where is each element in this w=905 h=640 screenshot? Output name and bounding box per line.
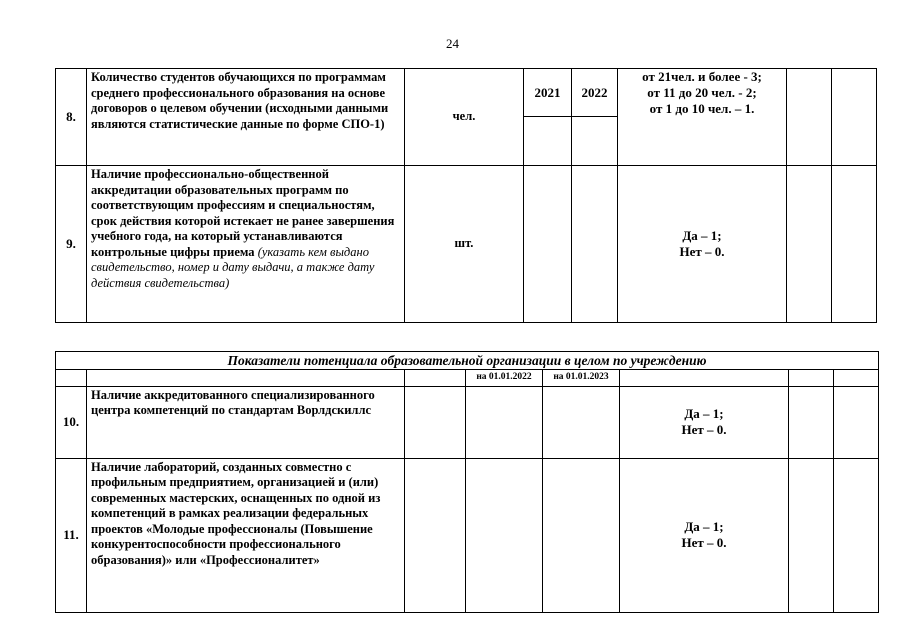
row-10-empty-cell [834,386,879,458]
row-10-criteria [620,386,789,458]
row-11-empty-cell [405,458,466,612]
indicators-table-1 [55,68,877,323]
row-10-value-2023 [543,386,620,458]
row-11-criteria-line: Да – 1; [684,519,724,534]
row-9-value-1 [524,166,572,323]
row-10-description: Наличие аккредитованного специализированного центра компетенций по стандартам Ворлдскиллс [87,386,405,458]
row-9-description-note: (указать кем выдано свидетельство, номер и дату выдачи, а также дату действия свидетельства) [91,244,375,290]
row-10-number: 10. [56,386,87,458]
row-9-criteria-line: Нет – 0. [679,244,725,259]
row-9-criteria [618,166,787,323]
row-10-value-2022 [466,386,543,458]
row-8-year-2022: 2022 [572,69,618,117]
page-number: 24 [446,36,459,51]
header-empty-cell [405,370,466,387]
header-empty-cell [620,370,789,387]
row-9-number: 9. [56,166,87,323]
indicators-table-2 [55,351,879,613]
row-8-empty-cell [832,69,877,166]
row-11-value-2023 [543,458,620,612]
row-9-unit: шт. [405,166,524,323]
row-8-criteria-line: от 1 до 10 чел. – 1. [649,101,755,116]
row-8-value-2022 [572,117,618,166]
row-8-value-2021 [524,117,572,166]
row-11-value-2022 [466,458,543,612]
section-heading: Показатели потенциала образовательной организации в целом по учреждению [56,352,879,370]
row-8-number: 8. [56,69,87,166]
row-8-criteria-line: от 21чел. и более - 3; [642,69,762,84]
row-9-description [87,166,405,323]
date-2023-header: на 01.01.2023 [543,370,620,387]
row-9-value-2 [572,166,618,323]
row-9-description-main: Наличие профессионально-общественной аккредитации образовательных программ по соответствующим профессиям и специальностям, срок действия которой истекает не ранее завершения учебного года, на который устанавливаются контрольные цифры приема [91,167,395,259]
row-11-criteria [620,458,789,612]
row-8-criteria-line: от 11 до 20 чел. - 2; [647,85,757,100]
row-10-criteria-line: Да – 1; [684,406,724,421]
row-9-criteria-line: Да – 1; [682,228,722,243]
row-11-empty-cell [834,458,879,612]
row-11-description: Наличие лабораторий, созданных совместно с профильным предприятием, организацией и (или) современных мастерских, оснащенных по одной из компетенций в рамках реализации федеральных проектов «Молодые профессионалы (Повышение конкурентоспособности профессионального образования)» или «Профессионалитет» [87,458,405,612]
row-8-empty-cell [787,69,832,166]
header-empty-cell [834,370,879,387]
header-empty-cell [789,370,834,387]
header-empty-cell [87,370,405,387]
row-11-empty-cell [789,458,834,612]
row-10-empty-cell [789,386,834,458]
row-11-number: 11. [56,458,87,612]
row-10-criteria-line: Нет – 0. [681,422,727,437]
row-11-criteria-line: Нет – 0. [681,535,727,550]
date-2022-header: на 01.01.2022 [466,370,543,387]
row-8-criteria [618,69,787,166]
row-10-empty-cell [405,386,466,458]
row-8-description: Количество студентов обучающихся по программам среднего профессионального образования на основе договоров о целевом обучении (исходными данными являются статистические данные по форме СПО-1) [87,69,405,166]
row-8-unit: чел. [405,69,524,166]
row-9-empty-cell [787,166,832,323]
row-9-empty-cell [832,166,877,323]
header-empty-cell [56,370,87,387]
row-8-year-2021: 2021 [524,69,572,117]
